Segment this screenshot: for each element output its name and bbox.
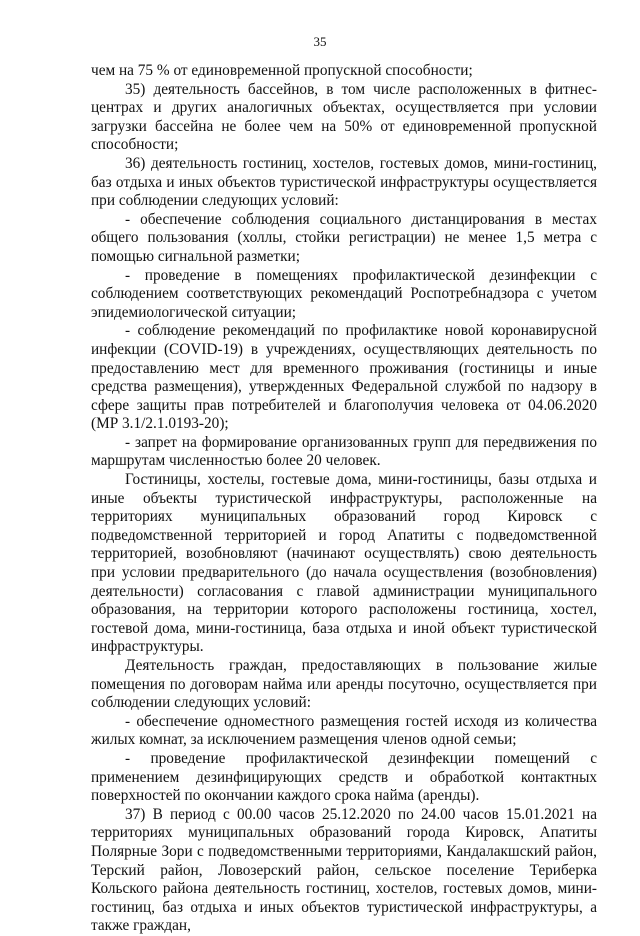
- bullet-social-distancing: - обеспечение соблюдения социального дистанцирования в местах общего пользования (холлы, стойки регистрации) не менее 1,5 метра с помощью сигнальной разметки;: [91, 210, 597, 265]
- bullet-single-occupancy: - обеспечение одноместного размещения гостей исходя из количества жилых комнат, за исключением размещения членов одной семьи;: [91, 712, 597, 749]
- bullet-group-ban: - запрет на формирование организованных групп для передвижения по маршрутам численностью более 20 человек.: [91, 433, 597, 470]
- bullet-disinfection: - проведение в помещениях профилактической дезинфекции с соблюдением соответствующих рекомендаций Роспотребнадзора с учетом эпидемиологической ситуации;: [91, 266, 597, 321]
- paragraph-continuation: чем на 75 % от единовременной пропускной способности;: [91, 62, 473, 79]
- paragraph-rental-conditions: Деятельность граждан, предоставляющих в пользование жилые помещения по договорам найма или аренды посуточно, осуществляется при соблюдении следующих условий:: [91, 657, 597, 712]
- bullet-covid-recommendations: - соблюдение рекомендаций по профилактике новой коронавирусной инфекции (COVID-19) в учреждениях, осуществляющих деятельность по предоставлению мест для временного проживания (гостиницы и иные средства размещения), утвержденных Федеральной службой по надзору в сфере защиты прав потребителей и благополучия человека от 04.06.2020 (МР 3.1/2.1.0193-20);: [91, 322, 597, 433]
- paragraph-item-35: 35) деятельность бассейнов, в том числе расположенных в фитнес-центрах и других аналогичных объектах, осуществляется при условии загрузки бассейна не более чем на 50% от единовременной пропускной способности;: [91, 80, 597, 154]
- bullet-rental-disinfection: - проведение профилактической дезинфекции помещений с применением дезинфицирующих средств и обработкой контактных поверхностей по окончании каждого срока найма (аренды).: [91, 749, 597, 805]
- paragraph-item-37: 37) В период с 00.00 часов 25.12.2020 по 24.00 часов 15.01.2021 на территориях муниципальных образований города Кировск, Апатиты Полярные Зори с подведомственными территориями, Кандалакшский район, Терский район, Ловозерский район, сельское поселение Териберка Кольского района деятельность гостиниц, хостелов, гостевых домов, мини-гостиниц, баз отдыха и иных объектов туристической инфраструктуры, а также граждан,: [91, 805, 597, 935]
- document-body: [91, 62, 597, 936]
- paragraph-hotels-approval: Гостиницы, хостелы, гостевые дома, мини-гостиницы, базы отдыха и иные объекты туристической инфраструктуры, расположенные на территориях муниципальных образований город Кировск с подведомственной территорией и город Апатиты с подведомственной территорией, возобновляют (начинают осуществлять) свою деятельность при условии предварительного (до начала осуществления (возобновления) деятельности) согласования с главой администрации муниципального образования, на территории которого расположены гостиница, хостел, гостевой дома, мини-гостиница, база отдыха и иной объект туристической инфраструктуры.: [91, 471, 597, 656]
- paragraph-item-36: 36) деятельность гостиниц, хостелов, гостевых домов, мини-гостиниц, баз отдыха и иных объектов туристической инфраструктуры осуществляется при соблюдении следующих условий:: [91, 154, 597, 210]
- page-number: 35: [313, 34, 327, 49]
